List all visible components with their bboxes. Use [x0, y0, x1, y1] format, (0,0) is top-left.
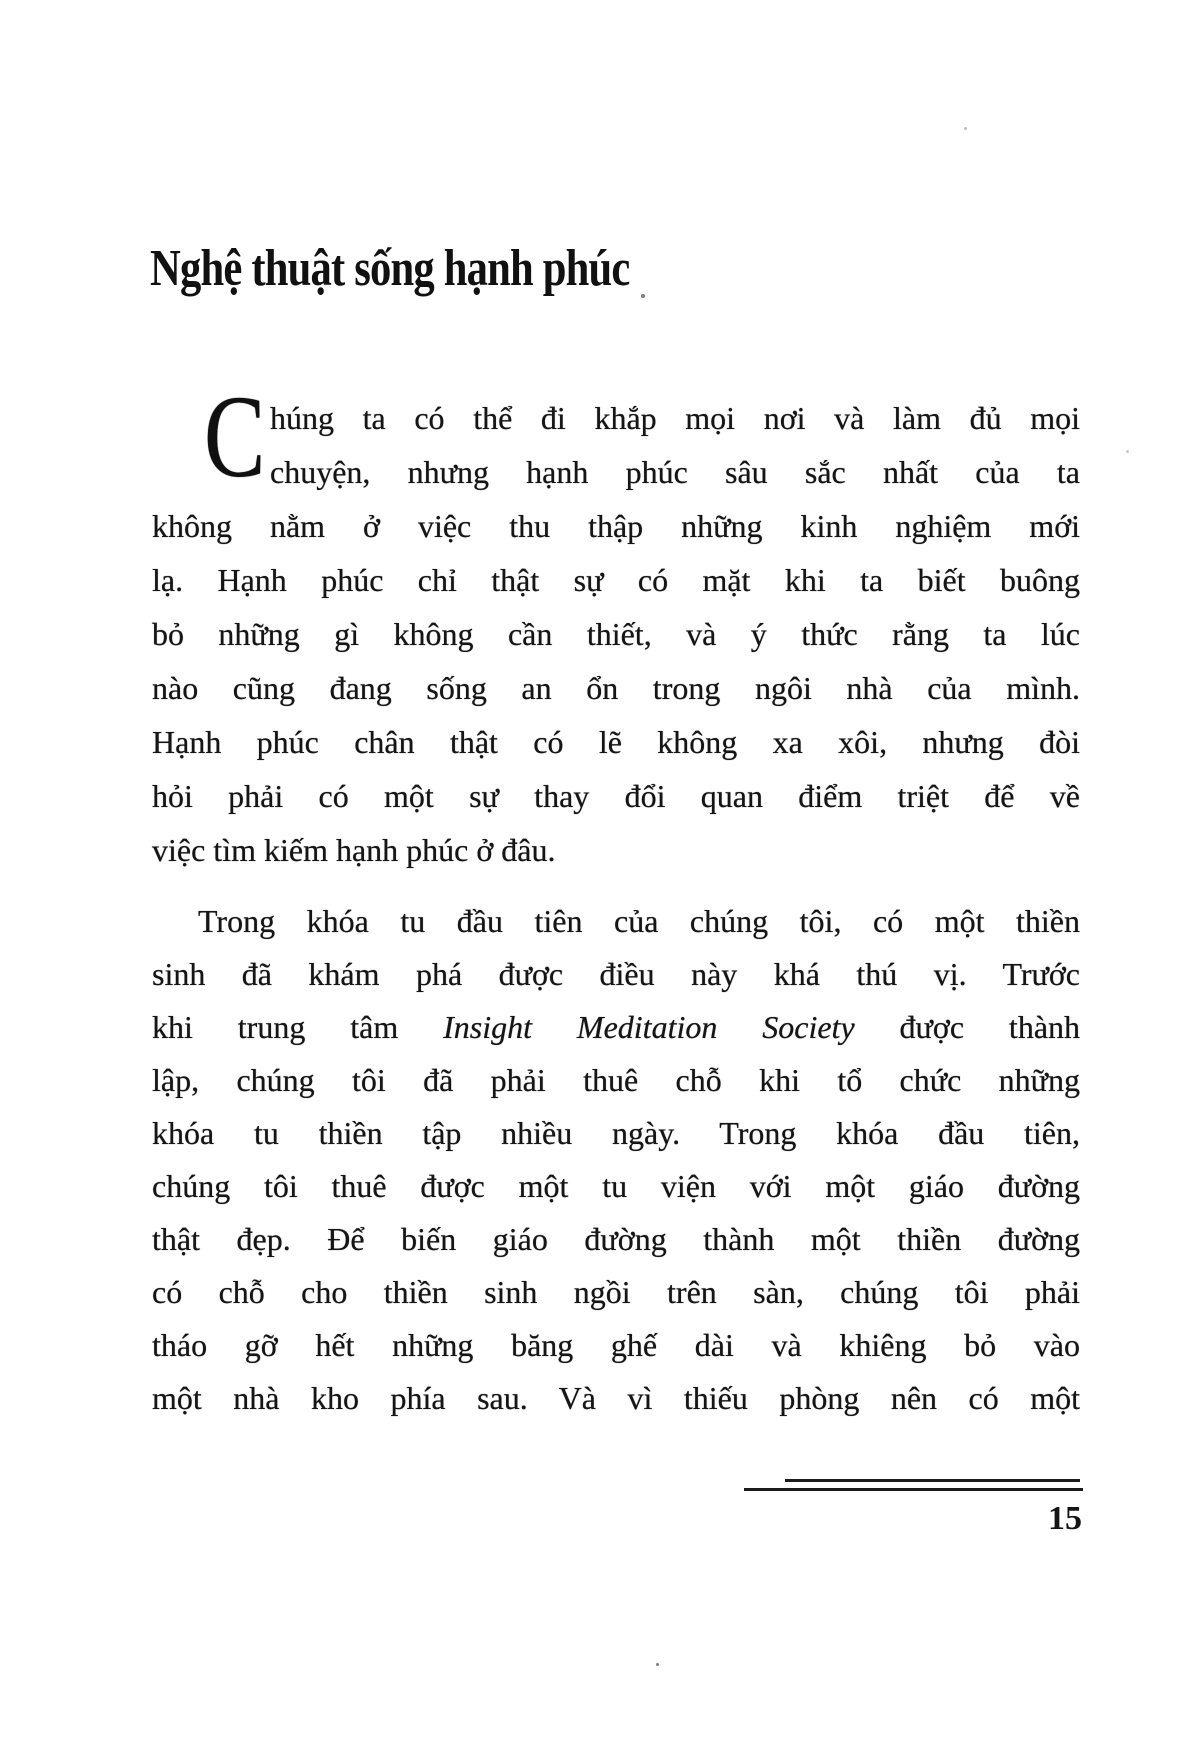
scan-speck — [641, 294, 645, 298]
page-number: 15 — [1048, 1500, 1082, 1537]
paragraph-2 — [152, 895, 1080, 1425]
text-line: thật đẹp. Để biến giáo đường thành một thiền đường — [152, 1221, 1080, 1257]
text-line: hỏi phải có một sự thay đổi quan điểm triệt để về — [152, 778, 1080, 814]
scan-speck — [964, 127, 967, 130]
text-segment: khi trung tâm — [152, 1009, 444, 1045]
scan-speck — [656, 1663, 659, 1666]
text-line: bỏ những gì không cần thiết, và ý thức rằng ta lúc — [152, 616, 1080, 652]
text-line: có chỗ cho thiền sinh ngồi trên sàn, chúng tôi phải — [152, 1274, 1080, 1310]
chapter-title: Nghệ thuật sống hạnh phúc — [150, 240, 630, 297]
text-line: tháo gỡ hết những băng ghế dài và khiêng bỏ vào — [152, 1327, 1080, 1363]
text-line: sinh đã khám phá được điều này khá thú vị. Trước — [152, 956, 1080, 992]
text-line: không nằm ở việc thu thập những kinh nghiệm mới — [152, 508, 1080, 544]
text-segment: được thành — [854, 1009, 1081, 1045]
text-line: lạ. Hạnh phúc chỉ thật sự có mặt khi ta biết buông — [152, 562, 1080, 598]
text-line: Hạnh phúc chân thật có lẽ không xa xôi, nhưng đòi — [152, 724, 1080, 760]
scan-speck — [1126, 450, 1129, 453]
text-line: chuyện, nhưng hạnh phúc sâu sắc nhất của ta — [270, 454, 1080, 490]
paragraph-1 — [152, 371, 1080, 877]
text-line: một nhà kho phía sau. Và vì thiếu phòng nên có một — [152, 1380, 1080, 1416]
text-line: khóa tu thiền tập nhiều ngày. Trong khóa đầu tiên, — [152, 1115, 1080, 1151]
text-line: nào cũng đang sống an ổn trong ngôi nhà của mình. — [152, 670, 1080, 706]
footer-rule-top — [785, 1479, 1080, 1482]
italic-term: Insight Meditation Society — [443, 1009, 855, 1045]
footer-rule-bottom — [744, 1488, 1083, 1491]
text-line: lập, chúng tôi đã phải thuê chỗ khi tổ chức những — [152, 1062, 1080, 1098]
text-line: chúng tôi thuê được một tu viện với một giáo đường — [152, 1168, 1080, 1204]
text-line: Trong khóa tu đầu tiên của chúng tôi, có một thiền — [198, 903, 1080, 939]
text-line: việc tìm kiếm hạnh phúc ở đâu. — [152, 832, 556, 868]
text-line — [152, 1001, 1080, 1054]
text-line: húng ta có thể đi khắp mọi nơi và làm đủ mọi — [270, 400, 1080, 436]
drop-cap: C — [204, 371, 266, 502]
